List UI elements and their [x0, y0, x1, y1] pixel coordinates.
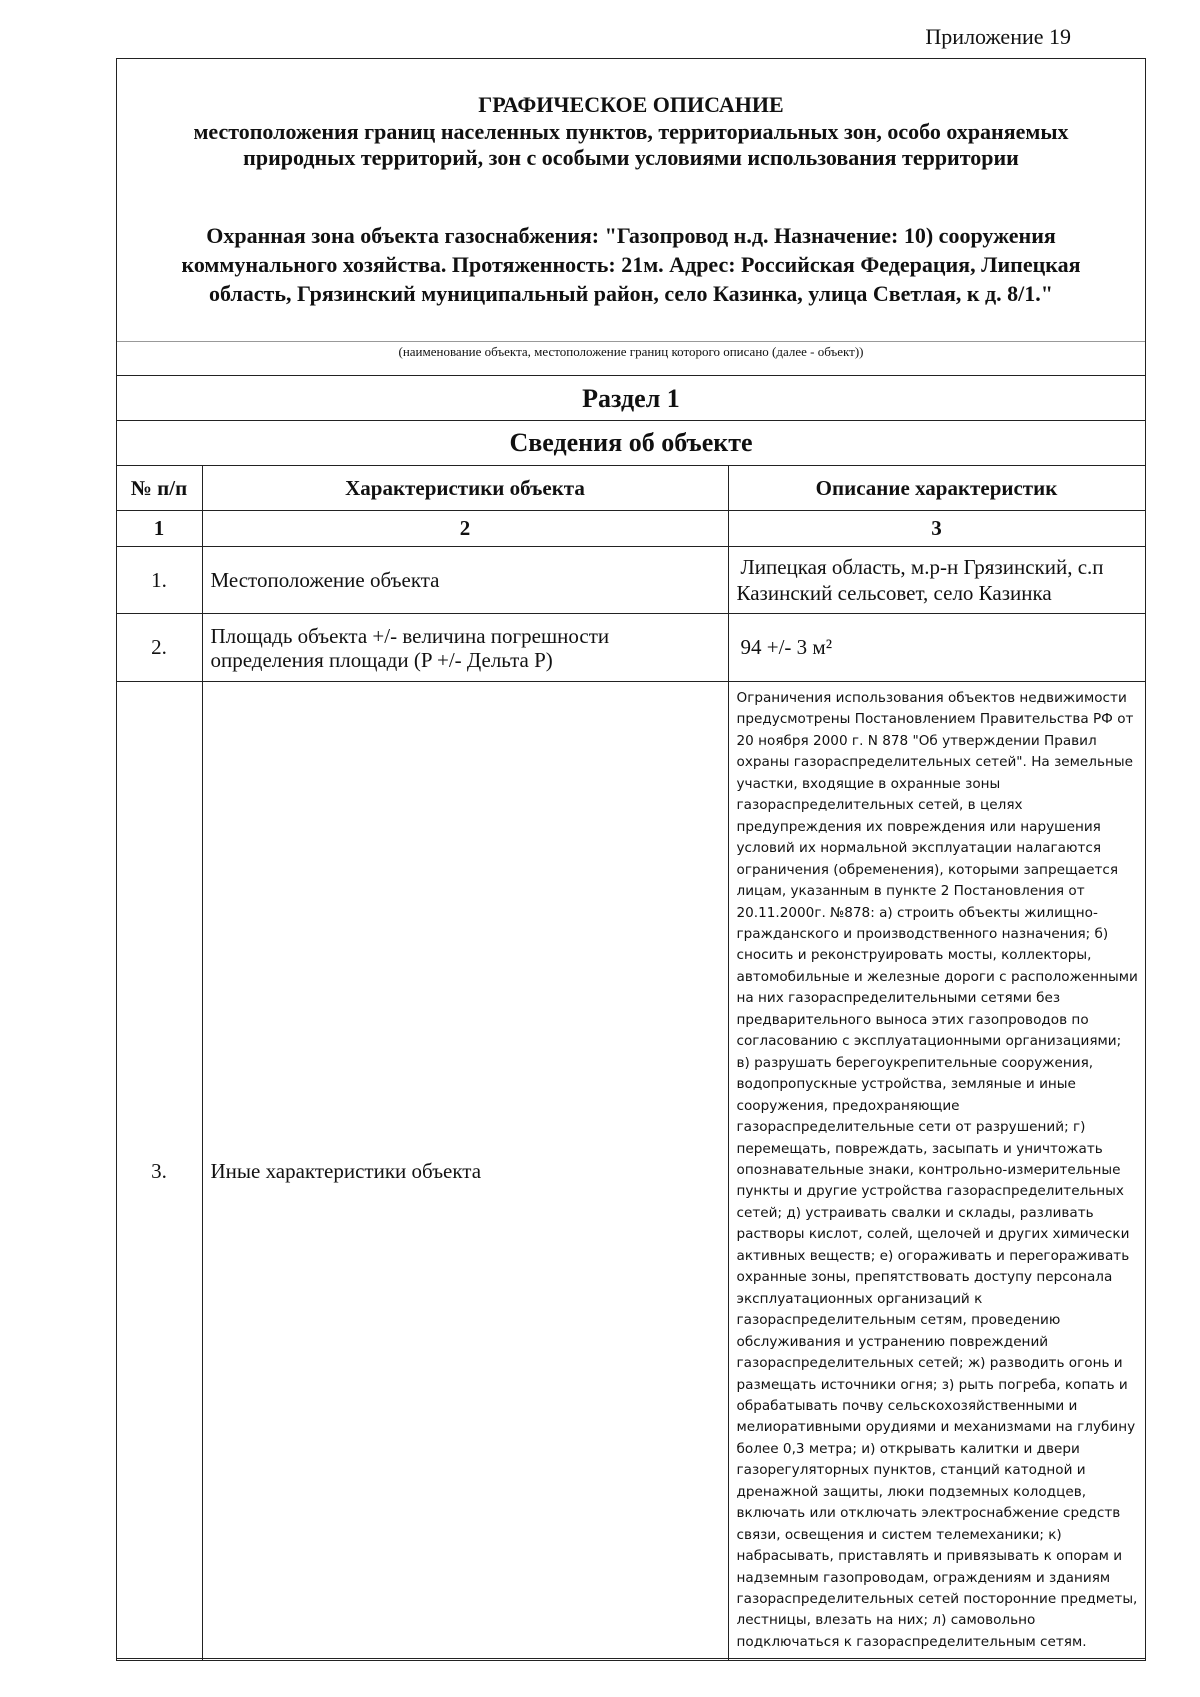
- table-row: [116, 547, 1145, 614]
- column-number-row: [116, 511, 1145, 547]
- object-name-note: (наименование объекта, местоположение границ которого описано (далее - объект)): [398, 344, 864, 359]
- header-description: Описание характеристик: [728, 466, 1145, 511]
- object-name: Охранная зона объекта газоснабжения: "Газопровод н.д. Назначение: 10) сооружения коммунального хозяйства. Протяженность: 21м. Адрес: Российская Федерация, Липецкая область, Грязинский муниципальный район, село Казинка, улица Светлая, к д. 8/1.": [181, 223, 1081, 306]
- subtitle-line-1: местоположения границ населенных пунктов, территориальных зон, особо охраняемых: [193, 119, 1069, 144]
- table-row: [116, 614, 1145, 682]
- table-header-row: [116, 466, 1145, 511]
- subtitle-line-2: природных территорий, зон с особыми условиями использования территории: [243, 145, 1019, 170]
- column-number: 3: [728, 511, 1145, 547]
- row-num: 1.: [116, 547, 202, 614]
- row-description: Липецкая область, м.р-н Грязинский, с.п Казинский сельсовет, село Казинка: [728, 547, 1145, 614]
- row-description: 94 +/- 3 м²: [728, 614, 1145, 682]
- row-num: 2.: [116, 614, 202, 682]
- table-row: [116, 682, 1145, 1661]
- document-subtitle: [117, 119, 1145, 171]
- header-num: № п/п: [116, 466, 202, 511]
- row-description: Ограничения использования объектов недвижимости предусмотрены Постановлением Правительства РФ от 20 ноября 2000 г. N 878 "Об утверждении Правил охраны газораспределительных сетей". На земельные участки, входящие в охранные зоны газораспределительных сетей, в целях предупреждения их повреждения или нарушения условий их нормальной эксплуатации налагаются ограничения (обременения), которыми запрещается лицам, указанным в пункте 2 Постановления от 20.11.2000г. №878: а) строить объекты жилищно-гражданского и производственного назначения; б) сносить и реконструировать мосты, коллекторы, автомобильные и железные дороги с расположенными на них газораспределительными сетями без предварительного выноса этих газопроводов по согласованию с эксплуатационными организациями; в) разрушать берегоукрепительные сооружения, водопропускные устройства, земляные и иные сооружения, предохраняющие газораспределительные сети от разрушений; г) перемещать, повреждать, засыпать и уничтожать опознавательные знаки, контрольно-измерительные пункты и другие устройства газораспределительных сетей; д) устраивать свалки и склады, разливать растворы кислот, солей, щелочей и других химически активных веществ; е) огораживать и перегораживать охранные зоны, препятствовать доступу персонала эксплуатационных организаций к газораспределительным сетям, проведению обслуживания и устранению повреждений газораспределительных сетей; ж) разводить огонь и размещать источники огня; з) рыть погреба, копать и обрабатывать почву сельскохозяйственными и мелиоративными орудиями и механизмами на глубину более 0,3 метра; и) открывать калитки и двери газорегуляторных пунктов, станций катодной и дренажной защиты, люки подземных колодцев, включать или отключать электроснабжение средств связи, освещения и систем телемеханики; к) набрасывать, приставлять и привязывать к опорам и надземным газопроводам, ограждениям и зданиям газораспределительных сетей посторонние предметы, лестницы, влезать на них; л) самовольно подключаться к газораспределительным сетям.: [728, 682, 1145, 1661]
- appendix-label: Приложение 19: [925, 24, 1071, 49]
- object-info-table: [116, 465, 1146, 1661]
- divider-line: [117, 341, 1145, 342]
- document-header: [117, 59, 1145, 342]
- column-number: 1: [116, 511, 202, 547]
- column-number: 2: [202, 511, 728, 547]
- document-frame: [116, 58, 1146, 1659]
- section-number: Раздел 1: [117, 375, 1145, 421]
- row-characteristic: Иные характеристики объекта: [202, 682, 728, 1661]
- row-num: 3.: [116, 682, 202, 1661]
- row-characteristic: Площадь объекта +/- величина погрешности определения площади (P +/- Дельта P): [202, 614, 728, 682]
- document-title: ГРАФИЧЕСКОЕ ОПИСАНИЕ: [478, 92, 784, 117]
- row-characteristic: Местоположение объекта: [202, 547, 728, 614]
- header-characteristic: Характеристики объекта: [202, 466, 728, 511]
- section-title: Сведения об объекте: [509, 428, 753, 457]
